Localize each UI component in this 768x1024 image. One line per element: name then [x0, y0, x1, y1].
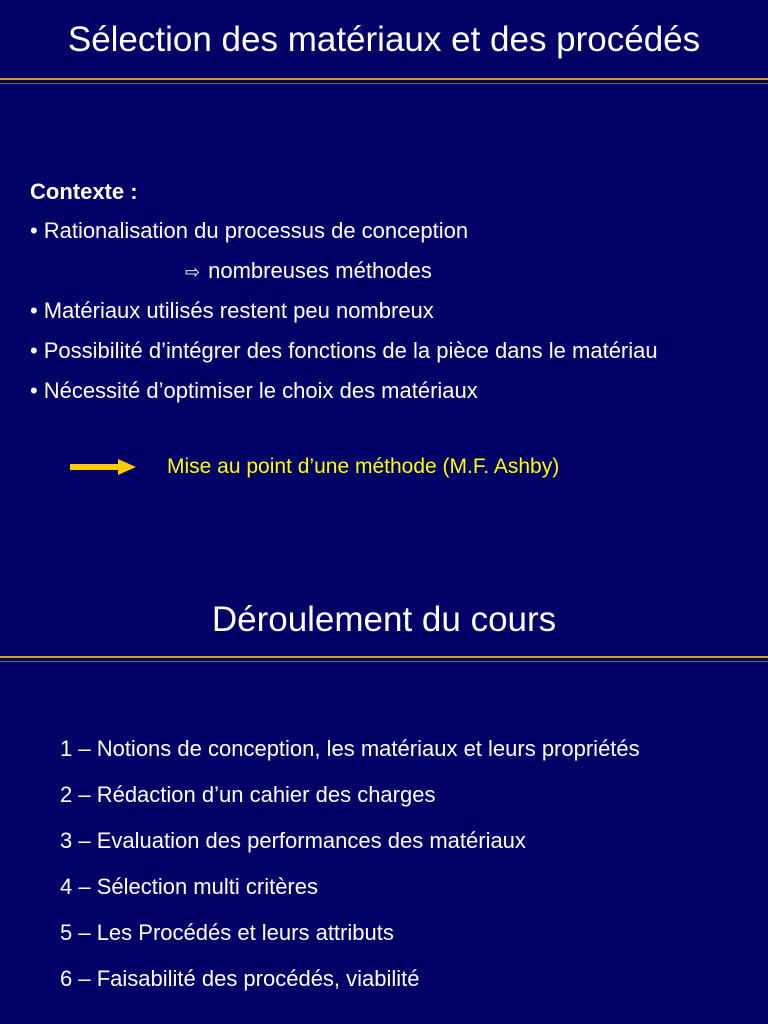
bullet-text: Matériaux utilisés restent peu nombreux	[43, 298, 434, 323]
course-item: 4 – Sélection multi critères	[60, 874, 318, 899]
bullet-dot: •	[30, 378, 38, 403]
course-item: 6 – Faisabilité des procédés, viabilité	[60, 966, 420, 991]
course-item: 1 – Notions de conception, les matériaux et leurs propriétés	[60, 736, 640, 761]
bullet-dot: •	[30, 298, 38, 323]
bullet-text: Nécessité d’optimiser le choix des matériaux	[43, 378, 478, 403]
section-divider	[0, 656, 768, 662]
course-item: 3 – Evaluation des performances des matériaux	[60, 828, 526, 853]
title-divider	[0, 78, 768, 84]
bullet-dot: •	[30, 338, 38, 363]
course-item: 5 – Les Procédés et leurs attributs	[60, 920, 394, 945]
right-arrow-icon	[70, 458, 136, 476]
bullet-item	[30, 297, 434, 325]
course-item: 2 – Rédaction d’un cahier des charges	[60, 782, 436, 807]
bullet-item	[30, 377, 478, 405]
bullet-item	[30, 217, 468, 245]
sub-point	[185, 257, 432, 286]
slide-title: Sélection des matériaux et des procédés	[67, 20, 701, 59]
section-title: Déroulement du cours	[211, 600, 557, 639]
sub-point-text: nombreuses méthodes	[208, 258, 432, 283]
context-heading: Contexte :	[30, 179, 138, 204]
bullet-item	[30, 337, 658, 365]
conclusion-text: Mise au point d’une méthode (M.F. Ashby)	[167, 455, 560, 478]
outline-arrow-icon: ⇨	[185, 262, 201, 282]
bullet-text: Rationalisation du processus de conception	[43, 218, 469, 243]
bullet-dot: •	[30, 218, 38, 243]
bullet-text: Possibilité d’intégrer des fonctions de la pièce dans le matériau	[43, 338, 658, 363]
